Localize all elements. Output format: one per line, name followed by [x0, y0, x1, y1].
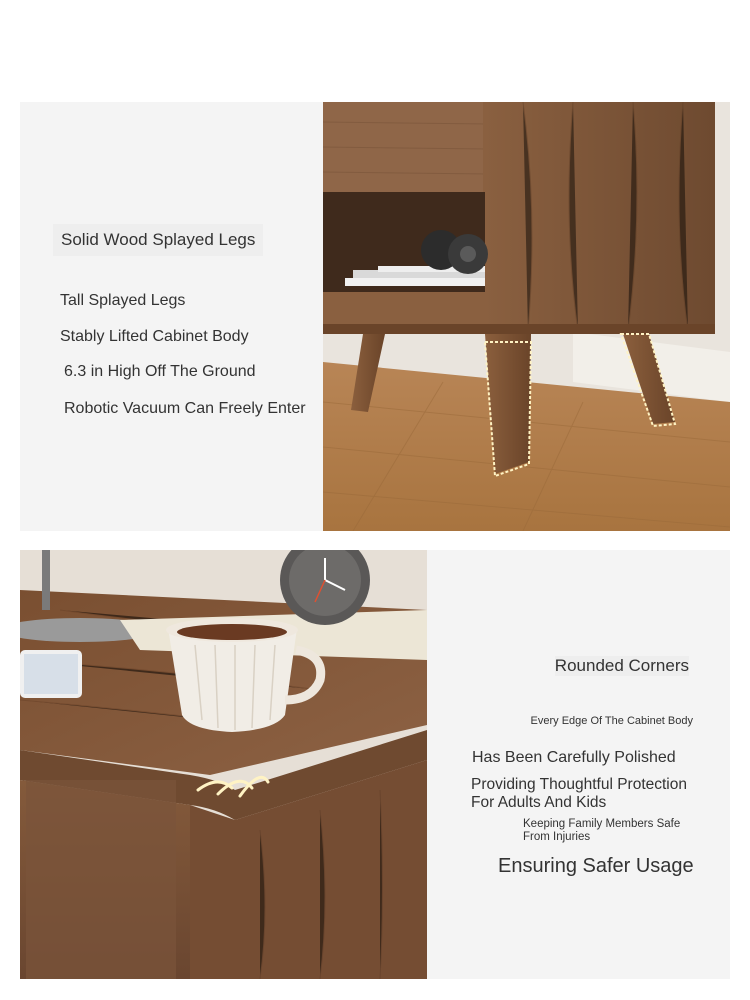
legs-feature-panel [20, 102, 730, 531]
corners-heading: Rounded Corners [554, 656, 689, 675]
legs-feature-3: 6.3 in High Off The Ground [64, 363, 256, 380]
corners-line-3: Providing Thoughtful Protection For Adults And Kids [471, 776, 687, 811]
legs-feature-1: Tall Splayed Legs [60, 292, 186, 309]
corners-feature-panel [20, 550, 730, 979]
nightstand-corner-photo [20, 550, 427, 979]
corners-line-2: Has Been Carefully Polished [472, 749, 676, 766]
legs-heading: Solid Wood Splayed Legs [53, 224, 263, 256]
nightstand-legs-photo [323, 102, 730, 531]
legs-feature-2: Stably Lifted Cabinet Body [60, 328, 249, 345]
legs-feature-4: Robotic Vacuum Can Freely Enter [64, 400, 306, 417]
corners-line-1: Every Edge Of The Cabinet Body [530, 715, 693, 727]
corners-line-4: Keeping Family Members Safe From Injuries [523, 818, 681, 844]
corners-line-5: Ensuring Safer Usage [498, 855, 694, 877]
